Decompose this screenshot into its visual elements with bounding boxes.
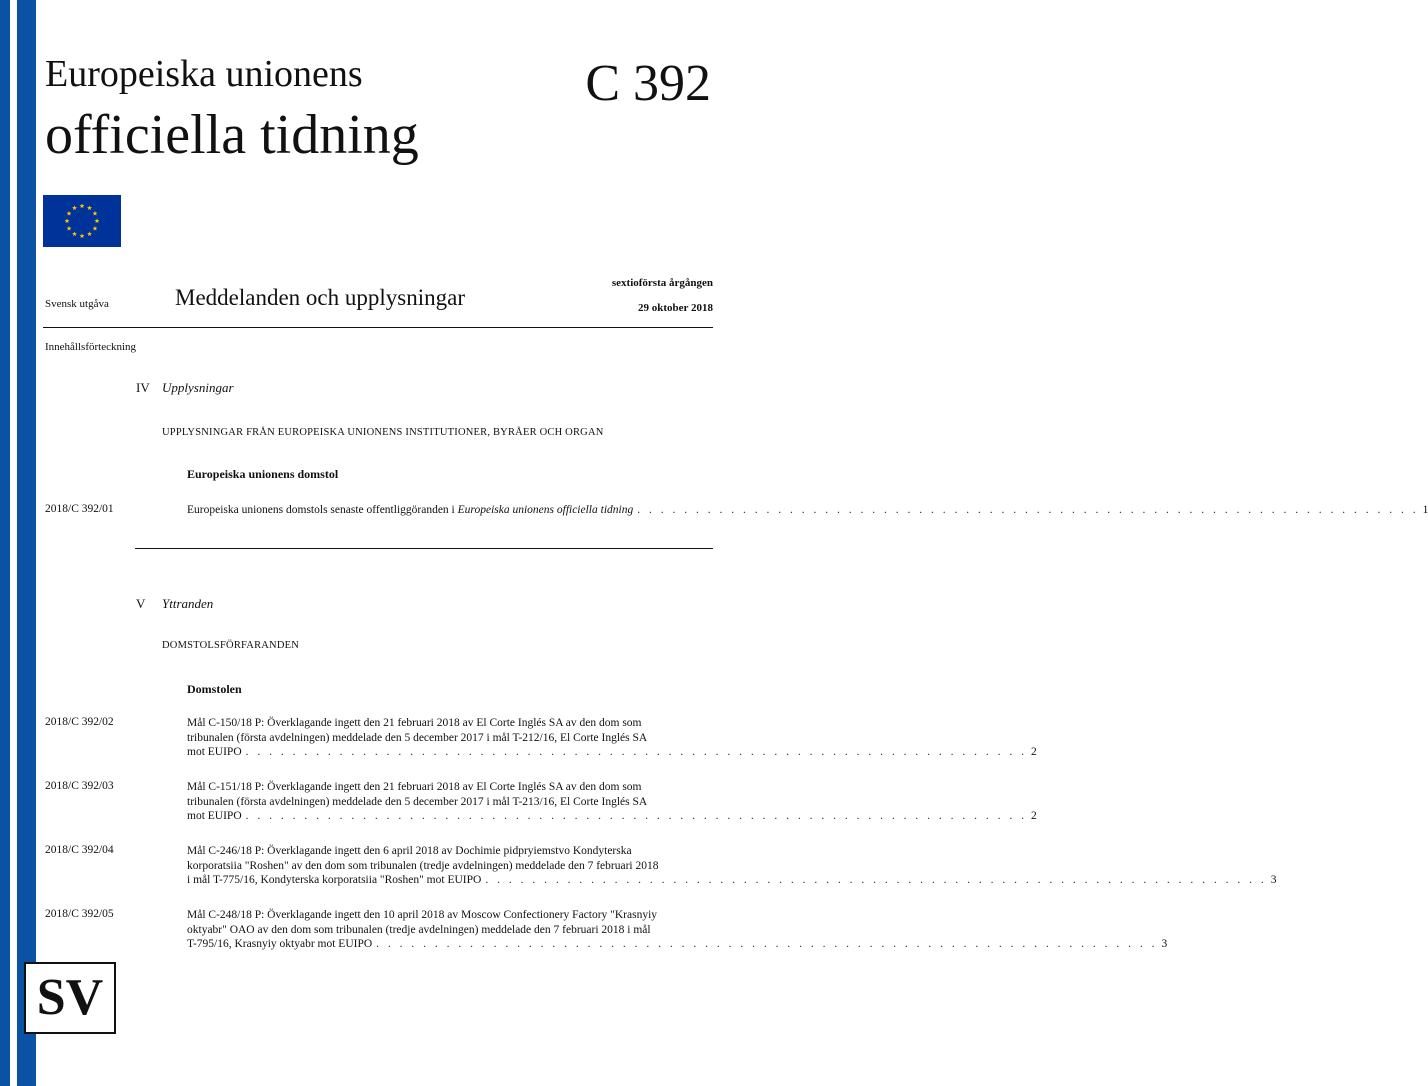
entry-text-italic: Europeiska unionens officiella tidning: [457, 504, 634, 516]
section-subheading: DOMSTOLSFÖRFARANDEN: [162, 640, 300, 651]
entry-reference: 2018/C 392/02: [45, 716, 114, 728]
entry-text-line: Mål C-150/18 P: Överklagande ingett den 21 februari 2018 av El Corte Inglés SA av den dom som: [187, 717, 642, 729]
section-rule: [135, 548, 713, 549]
section-title: Yttranden: [162, 596, 214, 611]
entry-reference: 2018/C 392/03: [45, 780, 114, 792]
section-body-heading: Europeiska unionens domstol: [187, 467, 339, 481]
header-rule: [43, 327, 713, 328]
entry-text-line: tribunalen (första avdelningen) meddelade den 5 december 2017 i mål T-213/16, El Corte Inglés SA: [187, 795, 648, 808]
leader-dots: . . . . . . . . . . . . . . . . . . . . . . . . . . . . . . . . . . . . . . . . . . . . . . . . . . . . . . . . . . . . . . . . . . .: [245, 810, 1027, 822]
volume-label: sextioförsta årgången: [611, 277, 713, 289]
left-edge-bar-inner: [17, 0, 36, 1086]
section-number: V: [136, 596, 146, 611]
leader-dots: . . . . . . . . . . . . . . . . . . . . . . . . . . . . . . . . . . . . . . . . . . . . . . . . . . . . . . . . . . . . . . . . . . .: [637, 504, 1419, 516]
entry-text-line: tribunalen (första avdelningen) meddelade den 5 december 2017 i mål T-212/16, El Corte Inglés SA: [187, 731, 648, 744]
toc-label: Innehållsförteckning: [45, 341, 137, 353]
section-title: Upplysningar: [162, 380, 234, 395]
journal-title-line1: Europeiska unionens: [45, 53, 363, 95]
eu-flag-icon: [43, 195, 121, 247]
entry-text-line: Mål C-246/18 P: Överklagande ingett den 6 april 2018 av Dochimie pidpryiemstvo Kondyterska: [187, 845, 632, 857]
entry-reference: 2018/C 392/04: [45, 844, 114, 856]
section-body-heading: Domstolen: [187, 682, 242, 696]
toc-entry[interactable]: [187, 716, 1037, 760]
section-number: IV: [136, 380, 150, 395]
entry-text-line: korporatsiia "Roshen" av den dom som tribunalen (tredje avdelningen) meddelade den 7 februari 2018: [187, 859, 659, 872]
entry-text-line: oktyabr" OAO av den dom som tribunalen (tredje avdelningen) meddelade den 7 februari 2018 i mål: [187, 923, 651, 936]
issue-date: 29 oktober 2018: [638, 302, 713, 314]
entry-page: 2: [1031, 746, 1037, 758]
language-badge: SV: [24, 962, 116, 1034]
entry-page: 2: [1031, 810, 1037, 822]
leader-dots: . . . . . . . . . . . . . . . . . . . . . . . . . . . . . . . . . . . . . . . . . . . . . . . . . . . . . . . . . . . . . . . . . . .: [376, 938, 1158, 950]
toc-entry[interactable]: [187, 844, 1277, 888]
toc-entry[interactable]: [187, 503, 1428, 518]
leader-dots: . . . . . . . . . . . . . . . . . . . . . . . . . . . . . . . . . . . . . . . . . . . . . . . . . . . . . . . . . . . . . . . . . . .: [485, 874, 1267, 886]
entry-text-line: mot EUIPO: [187, 810, 242, 822]
edition-label: Svensk utgåva: [45, 298, 109, 310]
toc-entry[interactable]: [187, 780, 1037, 824]
toc-entry[interactable]: [187, 908, 1168, 952]
entry-text-line: mot EUIPO: [187, 746, 242, 758]
entry-text-line: Mål C-151/18 P: Överklagande ingett den 21 februari 2018 av El Corte Inglés SA av den dom som: [187, 781, 642, 793]
entry-reference: 2018/C 392/05: [45, 908, 114, 920]
series-title: Meddelanden och upplysningar: [175, 285, 465, 310]
entry-text-line: Mål C-248/18 P: Överklagande ingett den 10 april 2018 av Moscow Confectionery Factory "Krasnyiy: [187, 909, 658, 921]
issue-number: C 392: [585, 55, 711, 112]
entry-page: 3: [1270, 874, 1277, 886]
entry-text: Europeiska unionens domstols senaste offentliggöranden i: [187, 504, 458, 516]
entry-text-line: T-795/16, Krasnyiy oktyabr mot EUIPO: [187, 938, 373, 950]
entry-page: 1: [1422, 504, 1428, 516]
entry-text-line: i mål T-775/16, Kondyterska korporatsiia "Roshen" mot EUIPO: [187, 874, 482, 886]
entry-reference: 2018/C 392/01: [45, 503, 114, 515]
section-subheading: UPPLYSNINGAR FRÅN EUROPEISKA UNIONENS INSTITUTIONER, BYRÅER OCH ORGAN: [162, 427, 604, 438]
left-edge-bar: [0, 0, 10, 1086]
leader-dots: . . . . . . . . . . . . . . . . . . . . . . . . . . . . . . . . . . . . . . . . . . . . . . . . . . . . . . . . . . . . . . . . . . .: [245, 746, 1027, 758]
entry-page: 3: [1161, 938, 1168, 950]
journal-title-line2: officiella tidning: [45, 104, 419, 166]
